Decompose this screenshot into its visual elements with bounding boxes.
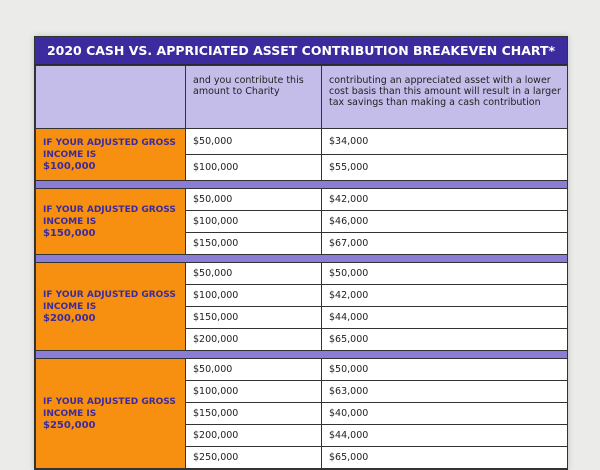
table-row: [36, 129, 568, 155]
table-row: [36, 359, 568, 381]
header-agi: [36, 66, 186, 129]
header-contribution: and you contribute this amount to Charity: [186, 66, 322, 129]
agi-amount: $250,000: [43, 419, 96, 431]
separator-bar: [36, 255, 568, 263]
group-separator: [36, 255, 568, 263]
agi-amount: $150,000: [43, 227, 96, 239]
contribution-cell: $100,000: [186, 211, 322, 233]
breakeven-cell: $65,000: [322, 329, 568, 351]
breakeven-cell: $63,000: [322, 381, 568, 403]
separator-bar: [36, 181, 568, 189]
breakeven-cell: $55,000: [322, 155, 568, 181]
chart-title: 2020 CASH VS. APPRICIATED ASSET CONTRIBUTION BREAKEVEN CHART*: [35, 37, 567, 65]
breakeven-cell: $44,000: [322, 307, 568, 329]
contribution-cell: $150,000: [186, 307, 322, 329]
separator-bar: [36, 351, 568, 359]
agi-cell: [36, 359, 186, 469]
contribution-cell: $50,000: [186, 189, 322, 211]
contribution-cell: $100,000: [186, 155, 322, 181]
breakeven-cell: $42,000: [322, 285, 568, 307]
contribution-cell: $50,000: [186, 359, 322, 381]
breakeven-cell: $40,000: [322, 403, 568, 425]
contribution-cell: $200,000: [186, 329, 322, 351]
table-header-row: [36, 66, 568, 129]
breakeven-cell: $50,000: [322, 359, 568, 381]
agi-cell: [36, 189, 186, 255]
contribution-cell: $150,000: [186, 403, 322, 425]
agi-label: IF YOUR ADJUSTED GROSS INCOME IS: [43, 289, 176, 312]
group-separator: [36, 181, 568, 189]
breakeven-table: [35, 65, 568, 469]
contribution-cell: $150,000: [186, 233, 322, 255]
contribution-cell: $100,000: [186, 285, 322, 307]
group-separator: [36, 351, 568, 359]
agi-amount: $200,000: [43, 312, 96, 324]
contribution-cell: $250,000: [186, 447, 322, 469]
breakeven-cell: $65,000: [322, 447, 568, 469]
agi-label: IF YOUR ADJUSTED GROSS INCOME IS: [43, 204, 176, 227]
agi-cell: [36, 129, 186, 181]
table-row: [36, 189, 568, 211]
agi-cell: [36, 263, 186, 351]
breakeven-cell: $42,000: [322, 189, 568, 211]
agi-label: IF YOUR ADJUSTED GROSS INCOME IS: [43, 396, 176, 419]
contribution-cell: $100,000: [186, 381, 322, 403]
contribution-cell: $50,000: [186, 129, 322, 155]
header-breakeven: contributing an appreciated asset with a lower cost basis than this amount will result in a larger tax savings than making a cash contribution: [322, 66, 568, 129]
breakeven-cell: $50,000: [322, 263, 568, 285]
breakeven-chart-card: [34, 36, 568, 470]
contribution-cell: $200,000: [186, 425, 322, 447]
breakeven-cell: $67,000: [322, 233, 568, 255]
contribution-cell: $50,000: [186, 263, 322, 285]
breakeven-cell: $46,000: [322, 211, 568, 233]
agi-amount: $100,000: [43, 160, 96, 172]
table-row: [36, 263, 568, 285]
breakeven-cell: $34,000: [322, 129, 568, 155]
agi-label: IF YOUR ADJUSTED GROSS INCOME IS: [43, 137, 176, 160]
breakeven-cell: $44,000: [322, 425, 568, 447]
